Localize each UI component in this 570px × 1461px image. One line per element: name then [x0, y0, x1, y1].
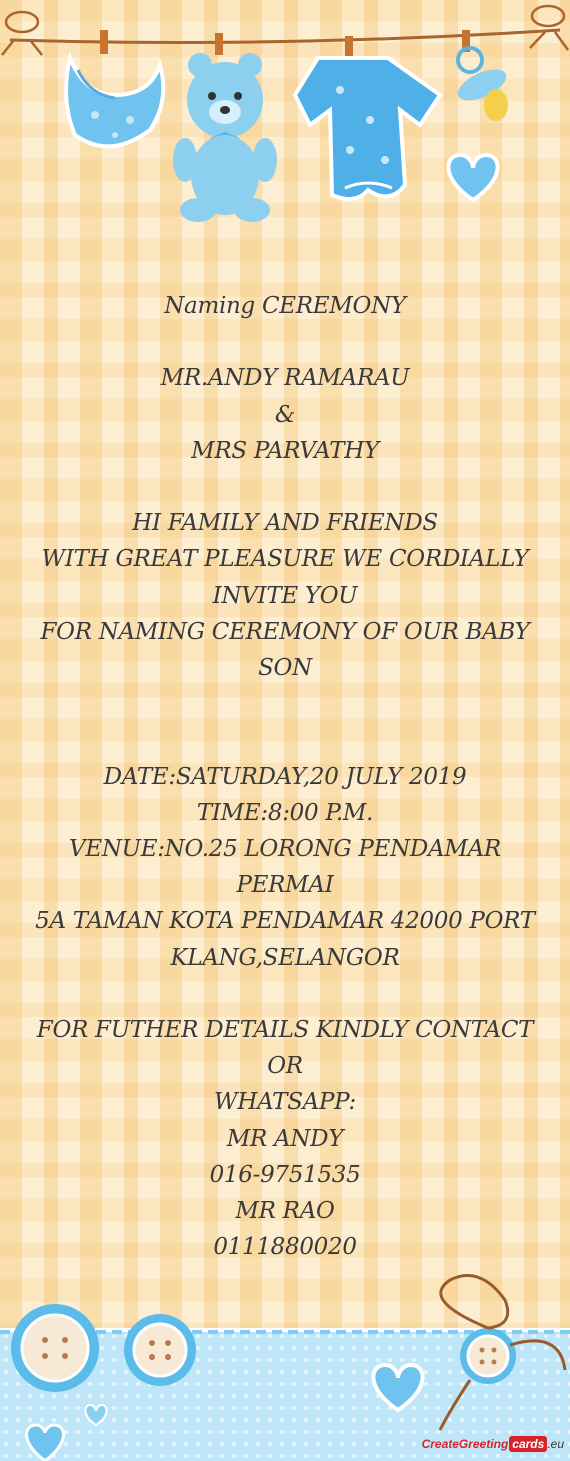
- invitation-message: [20, 288, 550, 1265]
- teddy-bear-icon: [173, 33, 277, 222]
- greeting: HI FAMILY AND FRIENDS: [132, 510, 438, 537]
- contact-name: MR ANDY: [226, 1125, 344, 1152]
- event-time: TIME:8:00 P.M.: [196, 799, 374, 826]
- invite-text: SON: [258, 655, 312, 681]
- left-bow-icon: [2, 12, 42, 55]
- contact-phone: 0111880020: [213, 1234, 357, 1261]
- invite-text: INVITE YOU: [212, 582, 358, 609]
- bib-icon: [66, 30, 163, 146]
- bottom-border-illustration: [0, 1270, 570, 1461]
- brand-watermark-logo: [422, 1437, 564, 1451]
- blank-line: [20, 469, 550, 505]
- invite-text: WITH GREAT PLEASURE WE CORDIALLY: [41, 546, 529, 573]
- brand-tld: .eu: [547, 1437, 564, 1451]
- brand-badge: cards: [509, 1436, 547, 1452]
- clothesline-illustration: [0, 0, 570, 235]
- event-venue: 5A TAMAN KOTA PENDAMAR 42000 PORT: [35, 908, 535, 935]
- contact-intro: WHATSAPP:: [214, 1089, 356, 1116]
- right-bow-icon: [530, 6, 568, 50]
- pacifier-icon: [453, 30, 510, 121]
- ampersand: &: [274, 401, 296, 428]
- contact-phone: 016-9751535: [209, 1161, 361, 1188]
- invite-text: FOR NAMING CEREMONY OF OUR BABY: [40, 618, 530, 645]
- blank-line: [20, 324, 550, 360]
- brand-name: CreateGreeting: [421, 1437, 509, 1451]
- invitation-title: Naming CEREMONY: [164, 293, 406, 319]
- event-venue: VENUE:NO.25 LORONG PENDAMAR PERMAI: [69, 835, 501, 899]
- button-icon: [11, 1304, 99, 1392]
- host-father: MR.ANDY RAMARAU: [160, 365, 410, 392]
- heart-icon: [448, 155, 497, 200]
- blank-line: [20, 976, 550, 1012]
- button-icon: [124, 1314, 196, 1386]
- host-mother: MRS PARVATHY: [191, 437, 379, 464]
- contact-intro: FOR FUTHER DETAILS KINDLY CONTACT OR: [36, 1016, 534, 1080]
- blank-line: [20, 722, 550, 758]
- button-icon: [460, 1328, 516, 1384]
- romper-icon: [295, 36, 440, 199]
- contact-name: MR RAO: [235, 1198, 335, 1224]
- event-venue: KLANG,SELANGOR: [170, 944, 400, 971]
- event-date: DATE:SATURDAY,20 JULY 2019: [103, 763, 467, 790]
- blank-line: [20, 686, 550, 722]
